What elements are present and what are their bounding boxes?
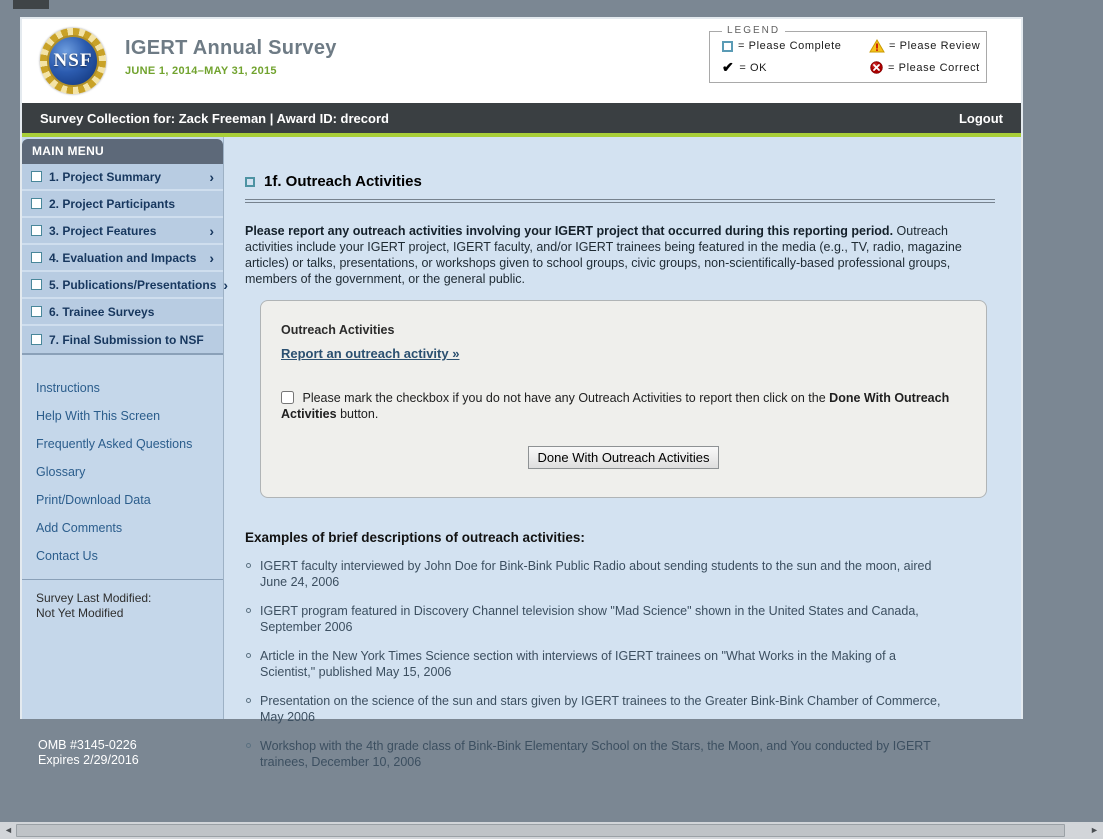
chevron-right-icon: ›	[223, 276, 229, 293]
list-item: IGERT program featured in Discovery Channel television show "Mad Science" shown in the United States and Canada, September 2006	[245, 603, 950, 635]
scrollbar-thumb[interactable]	[16, 824, 1065, 837]
legend-item-label: = Please Correct	[888, 61, 980, 74]
browser-edge-fragment	[13, 0, 49, 9]
bullet-icon	[246, 563, 251, 568]
done-with-outreach-activities-button[interactable]: Done With Outreach Activities	[528, 446, 720, 469]
intro-paragraph	[245, 223, 995, 287]
sidebar-link-help-with-this-screen[interactable]: Help With This Screen	[36, 409, 161, 423]
checkbox-icon	[31, 171, 42, 182]
intro-rest-text: Outreach activities include your IGERT project, IGERT faculty, and/or IGERT trainees being featured in the media (e.g., TV, radio, magazine articles) or talks, presentations, or workshops given to school groups, civic groups, non-scientifically-based professional groups, members of the government, or the general public.	[245, 224, 962, 286]
sidebar-item-publications-presentations[interactable]: 5. Publications/Presentations ›	[22, 272, 223, 299]
bullet-icon	[246, 608, 251, 613]
sidebar-link-print-download-data[interactable]: Print/Download Data	[36, 493, 151, 507]
main-menu-header: MAIN MENU	[22, 139, 223, 164]
outreach-panel	[260, 300, 987, 498]
bullet-icon	[246, 698, 251, 703]
sidebar-link-glossary[interactable]: Glossary	[36, 465, 86, 479]
main-content	[224, 137, 1021, 769]
list-item: IGERT faculty interviewed by John Doe for Bink-Bink Public Radio about sending students to the sun and the moon, aired June 24, 2006	[245, 558, 950, 590]
checkbox-icon	[31, 252, 42, 263]
section-title: 1f. Outreach Activities	[264, 173, 422, 190]
examples-heading: Examples of brief descriptions of outreach activities:	[245, 530, 585, 545]
no-activities-checkbox[interactable]	[281, 391, 294, 404]
horizontal-scrollbar[interactable]	[0, 822, 1103, 839]
examples-list	[245, 558, 995, 770]
checkmark-icon: ✔	[722, 59, 735, 75]
checkbox-icon	[31, 225, 42, 236]
sidebar-item-project-participants[interactable]: 2. Project Participants	[22, 191, 223, 218]
checkbox-icon	[31, 279, 42, 290]
session-bar	[22, 103, 1021, 133]
legend-item-please-review	[870, 40, 980, 52]
legend-grid	[722, 40, 981, 75]
legend-box	[709, 25, 987, 83]
survey-period: JUNE 1, 2014–MAY 31, 2015	[125, 65, 277, 77]
panel-title: Outreach Activities	[281, 323, 395, 337]
legend-label: LEGEND	[722, 25, 785, 36]
error-icon	[870, 61, 883, 74]
intro-bold-text: Please report any outreach activities involving your IGERT project that occurred during this reporting period.	[245, 224, 894, 238]
section-heading-row	[245, 173, 995, 190]
legend-item-ok	[722, 61, 870, 74]
chevron-right-icon: ›	[209, 222, 214, 239]
list-item: Workshop with the 4th grade class of Bink-Bink Elementary School on the Stars, the Moon, and You conducted by IGERT trainees, December 10, 2006	[245, 738, 950, 770]
checkbox-icon	[722, 41, 733, 52]
session-info: Survey Collection for: Zack Freeman | Award ID: drecord	[40, 110, 389, 126]
sidebar-links	[22, 355, 223, 563]
no-activities-checkbox-row	[281, 390, 966, 422]
sidebar-link-instructions[interactable]: Instructions	[36, 381, 100, 395]
legend-item-label: = OK	[739, 61, 768, 74]
nsf-logo	[40, 28, 106, 94]
checkbox-icon	[31, 334, 42, 345]
legend-item-label: = Please Complete	[738, 40, 842, 52]
last-modified-value: Not Yet Modified	[36, 606, 124, 620]
nsf-logo-text: NSF	[47, 35, 99, 87]
checkbox-text-bold: Done With Outreach Activities	[281, 391, 950, 421]
survey-last-modified	[22, 580, 223, 632]
legend-item-label: = Please Review	[889, 40, 981, 52]
sidebar-item-evaluation-and-impacts[interactable]: 4. Evaluation and Impacts ›	[22, 245, 223, 272]
scroll-right-arrow-icon[interactable]: ►	[1090, 825, 1099, 835]
checkbox-text-end: button.	[336, 407, 379, 421]
checkbox-icon	[245, 177, 255, 187]
sidebar-link-frequently-asked-questions[interactable]: Frequently Asked Questions	[36, 437, 193, 451]
legend-item-please-correct	[870, 61, 980, 74]
checkbox-text: Please mark the checkbox if you do not have any Outreach Activities to report then click on the	[302, 391, 830, 405]
chevron-right-icon: ›	[209, 168, 214, 185]
omb-number: OMB #3145-0226	[38, 738, 137, 752]
omb-expiry: Expires 2/29/2016	[38, 753, 139, 767]
checkbox-icon	[31, 198, 42, 209]
sidebar-item-project-summary[interactable]: 1. Project Summary ›	[22, 164, 223, 191]
examples-section	[245, 530, 995, 770]
sidebar-item-trainee-surveys[interactable]: 6. Trainee Surveys	[22, 299, 223, 326]
sidebar-link-contact-us[interactable]: Contact Us	[36, 549, 98, 563]
sidebar-item-final-submission-to-nsf[interactable]: 7. Final Submission to NSF	[22, 326, 223, 353]
main-menu	[22, 164, 229, 355]
bullet-icon	[246, 653, 251, 658]
omb-footer	[38, 738, 139, 768]
list-item: Article in the New York Times Science section with interviews of IGERT trainees on "What Works in the Making of a Scientist," published May 15, 2006	[245, 648, 950, 680]
button-row	[281, 446, 966, 469]
page-title: IGERT Annual Survey	[125, 37, 337, 59]
legend-item-please-complete	[722, 40, 870, 52]
list-item: Presentation on the science of the sun and stars given by IGERT trainees to the Greater Bink-Bink Chamber of Commerce, May 2006	[245, 693, 950, 725]
logout-link[interactable]: Logout	[958, 110, 1003, 126]
checkbox-icon	[31, 306, 42, 317]
chevron-right-icon: ›	[209, 249, 214, 266]
report-outreach-activity-link[interactable]: Report an outreach activity »	[281, 346, 460, 361]
heading-rule	[245, 199, 995, 203]
header-titles	[125, 37, 337, 77]
scroll-left-arrow-icon[interactable]: ◄	[4, 825, 13, 835]
last-modified-label: Survey Last Modified:	[36, 591, 152, 605]
sidebar-item-project-features[interactable]: 3. Project Features ›	[22, 218, 223, 245]
bullet-icon	[246, 743, 251, 748]
warning-icon	[870, 40, 884, 52]
header	[22, 19, 1021, 103]
sidebar	[22, 137, 229, 719]
sidebar-link-add-comments[interactable]: Add Comments	[36, 521, 123, 535]
